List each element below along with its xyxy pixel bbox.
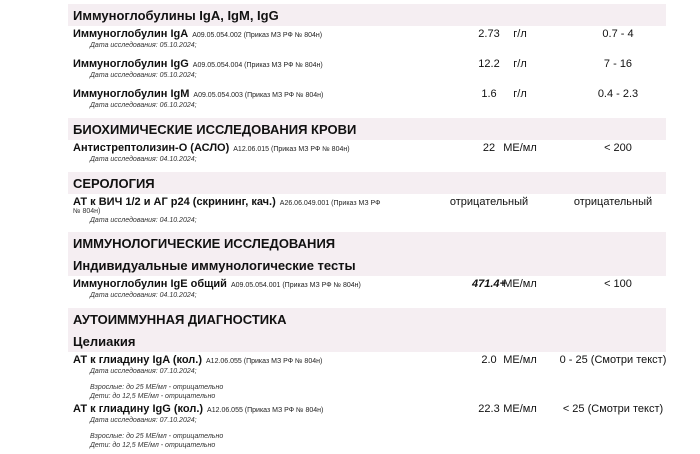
test-date: Дата исследования: 05.10.2024; bbox=[90, 42, 197, 49]
test-value: 12.2 bbox=[478, 58, 500, 70]
test-code: A12.06.055 (Приказ МЗ РФ № 804н) bbox=[207, 407, 324, 414]
section-title: СЕРОЛОГИЯ bbox=[73, 176, 155, 191]
subsection-header-individual-tests bbox=[68, 254, 666, 276]
test-note-adults: Взрослые: до 25 МЕ/мл - отрицательно bbox=[90, 433, 224, 440]
test-code: A09.05.054.001 (Приказ МЗ РФ № 804н) bbox=[230, 282, 361, 289]
subsection-title: Индивидуальные иммунологические тесты bbox=[73, 258, 356, 273]
test-note-children: Дети: до 12,5 МЕ/мл - отрицательно bbox=[90, 393, 216, 400]
test-row-igg bbox=[68, 56, 666, 84]
test-name: АТ к глиадину IgG (кол.) bbox=[73, 403, 204, 415]
test-row-igm bbox=[68, 86, 666, 114]
test-row-gliadin-igg bbox=[68, 401, 666, 453]
test-date: Дата исследования: 06.10.2024; bbox=[90, 102, 197, 109]
test-value: 2.73 bbox=[478, 28, 500, 40]
test-value-abnormal: 471.4+ bbox=[472, 278, 506, 290]
subsection-header-celiac bbox=[68, 330, 666, 352]
test-name: Иммуноглобулин IgA bbox=[73, 28, 189, 40]
test-name: Иммуноглобулин IgG bbox=[73, 58, 189, 70]
test-row-hiv bbox=[68, 194, 666, 228]
section-header-immunology bbox=[68, 232, 666, 254]
test-date: Дата исследования: 04.10.2024; bbox=[90, 156, 197, 163]
test-name: Антистрептолизин-О (АСЛО) bbox=[73, 142, 230, 154]
test-name: Иммуноглобулин IgE общий bbox=[73, 278, 227, 290]
test-reference: 0.4 - 2.3 bbox=[597, 88, 639, 100]
section-title: ИММУНОЛОГИЧЕСКИЕ ИССЛЕДОВАНИЯ bbox=[73, 236, 336, 251]
section-header-immunoglobulins bbox=[68, 4, 666, 26]
test-value: отрицательный bbox=[449, 196, 529, 208]
test-code: A26.06.049.001 (Приказ МЗ РФ bbox=[279, 200, 381, 207]
test-code: A09.05.054.004 (Приказ МЗ РФ № 804н) bbox=[192, 62, 323, 69]
test-name: АТ к ВИЧ 1/2 и АГ p24 (скрининг, кач.) bbox=[73, 196, 276, 208]
test-note-adults: Взрослые: до 25 МЕ/мл - отрицательно bbox=[90, 384, 224, 391]
test-unit: МЕ/мл bbox=[503, 278, 537, 290]
section-title: БИОХИМИЧЕСКИЕ ИССЛЕДОВАНИЯ КРОВИ bbox=[73, 122, 357, 137]
test-row-aslo bbox=[68, 140, 666, 168]
test-code: A12.06.055 (Приказ МЗ РФ № 804н) bbox=[206, 358, 323, 365]
test-reference: < 200 bbox=[604, 142, 632, 154]
test-note-children: Дети: до 12,5 МЕ/мл - отрицательно bbox=[90, 442, 216, 449]
test-unit: МЕ/мл bbox=[503, 142, 537, 154]
test-value: 22 bbox=[482, 142, 496, 154]
test-reference: 0 - 25 (Смотри текст) bbox=[559, 354, 667, 366]
section-title: АУТОИММУННАЯ ДИАГНОСТИКА bbox=[73, 312, 287, 327]
test-row-iga bbox=[68, 26, 666, 54]
test-date: Дата исследования: 07.10.2024; bbox=[90, 368, 197, 375]
test-date: Дата исследования: 04.10.2024; bbox=[90, 292, 197, 299]
test-unit: МЕ/мл bbox=[503, 403, 537, 415]
test-reference: 0.7 - 4 bbox=[602, 28, 634, 40]
test-code: A09.05.054.002 (Приказ МЗ РФ № 804н) bbox=[192, 32, 323, 39]
test-code-continued: № 804н) bbox=[73, 208, 101, 215]
test-date: Дата исследования: 07.10.2024; bbox=[90, 417, 197, 424]
test-unit: г/л bbox=[513, 88, 527, 100]
test-date: Дата исследования: 04.10.2024; bbox=[90, 217, 197, 224]
test-value: 1.6 bbox=[481, 88, 497, 100]
section-header-autoimmune bbox=[68, 308, 666, 330]
test-row-gliadin-iga bbox=[68, 352, 666, 402]
test-row-ige bbox=[68, 276, 666, 304]
test-reference: 7 - 16 bbox=[603, 58, 633, 70]
test-reference: < 25 (Смотри текст) bbox=[562, 403, 664, 415]
test-unit: г/л bbox=[513, 28, 527, 40]
test-reference: отрицательный bbox=[573, 196, 653, 208]
test-unit: МЕ/мл bbox=[503, 354, 537, 366]
section-header-serology bbox=[68, 172, 666, 194]
section-header-biochemistry bbox=[68, 118, 666, 140]
test-value: 22.3 bbox=[478, 403, 500, 415]
test-code: A09.05.054.003 (Приказ МЗ РФ № 804н) bbox=[193, 92, 324, 99]
test-code: A12.06.015 (Приказ МЗ РФ № 804н) bbox=[233, 146, 350, 153]
test-name: Иммуноглобулин IgM bbox=[73, 88, 190, 100]
test-unit: г/л bbox=[513, 58, 527, 70]
section-title: Иммуноглобулины IgA, IgM, IgG bbox=[73, 8, 279, 23]
test-reference: < 100 bbox=[604, 278, 632, 290]
test-value: 2.0 bbox=[481, 354, 497, 366]
test-date: Дата исследования: 05.10.2024; bbox=[90, 72, 197, 79]
test-name: АТ к глиадину IgA (кол.) bbox=[73, 354, 203, 366]
subsection-title: Целиакия bbox=[73, 334, 136, 349]
